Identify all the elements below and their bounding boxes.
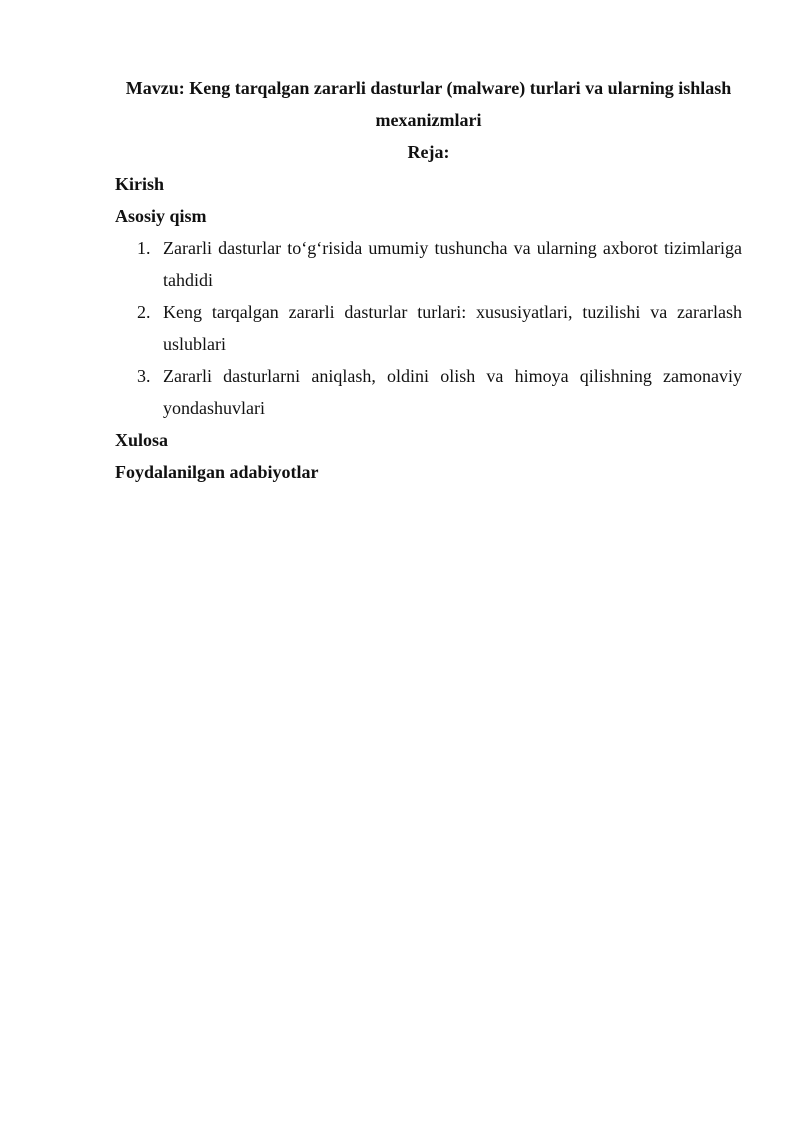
section-main: Asosiy qism: [115, 206, 207, 226]
plan-item-number: 2.: [137, 302, 151, 322]
plan-heading: Reja:: [407, 142, 450, 162]
plan-item: [115, 232, 742, 296]
plan-item-number: 1.: [137, 238, 151, 258]
document-content: [115, 72, 742, 488]
section-references: Foydalanilgan adabiyotlar: [115, 462, 319, 482]
section-conclusion: Xulosa: [115, 430, 169, 450]
plan-item: [115, 296, 742, 360]
plan-item-text: Keng tarqalgan zararli dasturlar turlari: xususiyatlari, tuzilishi va zararlash uslublari: [163, 302, 742, 354]
plan-list: [115, 232, 742, 424]
document-title: Mavzu: Keng tarqalgan zararli dasturlar (malware) turlari va ularning ishlash mexanizmlari: [125, 78, 732, 130]
plan-item-text: Zararli dasturlar to‘g‘risida umumiy tushuncha va ularning axborot tizimlariga tahdidi: [163, 238, 742, 290]
plan-item: [115, 360, 742, 424]
section-intro: Kirish: [115, 174, 165, 194]
plan-item-number: 3.: [137, 366, 151, 386]
plan-item-text: Zararli dasturlarni aniqlash, oldini olish va himoya qilishning zamonaviy yondashuvlari: [163, 366, 742, 418]
